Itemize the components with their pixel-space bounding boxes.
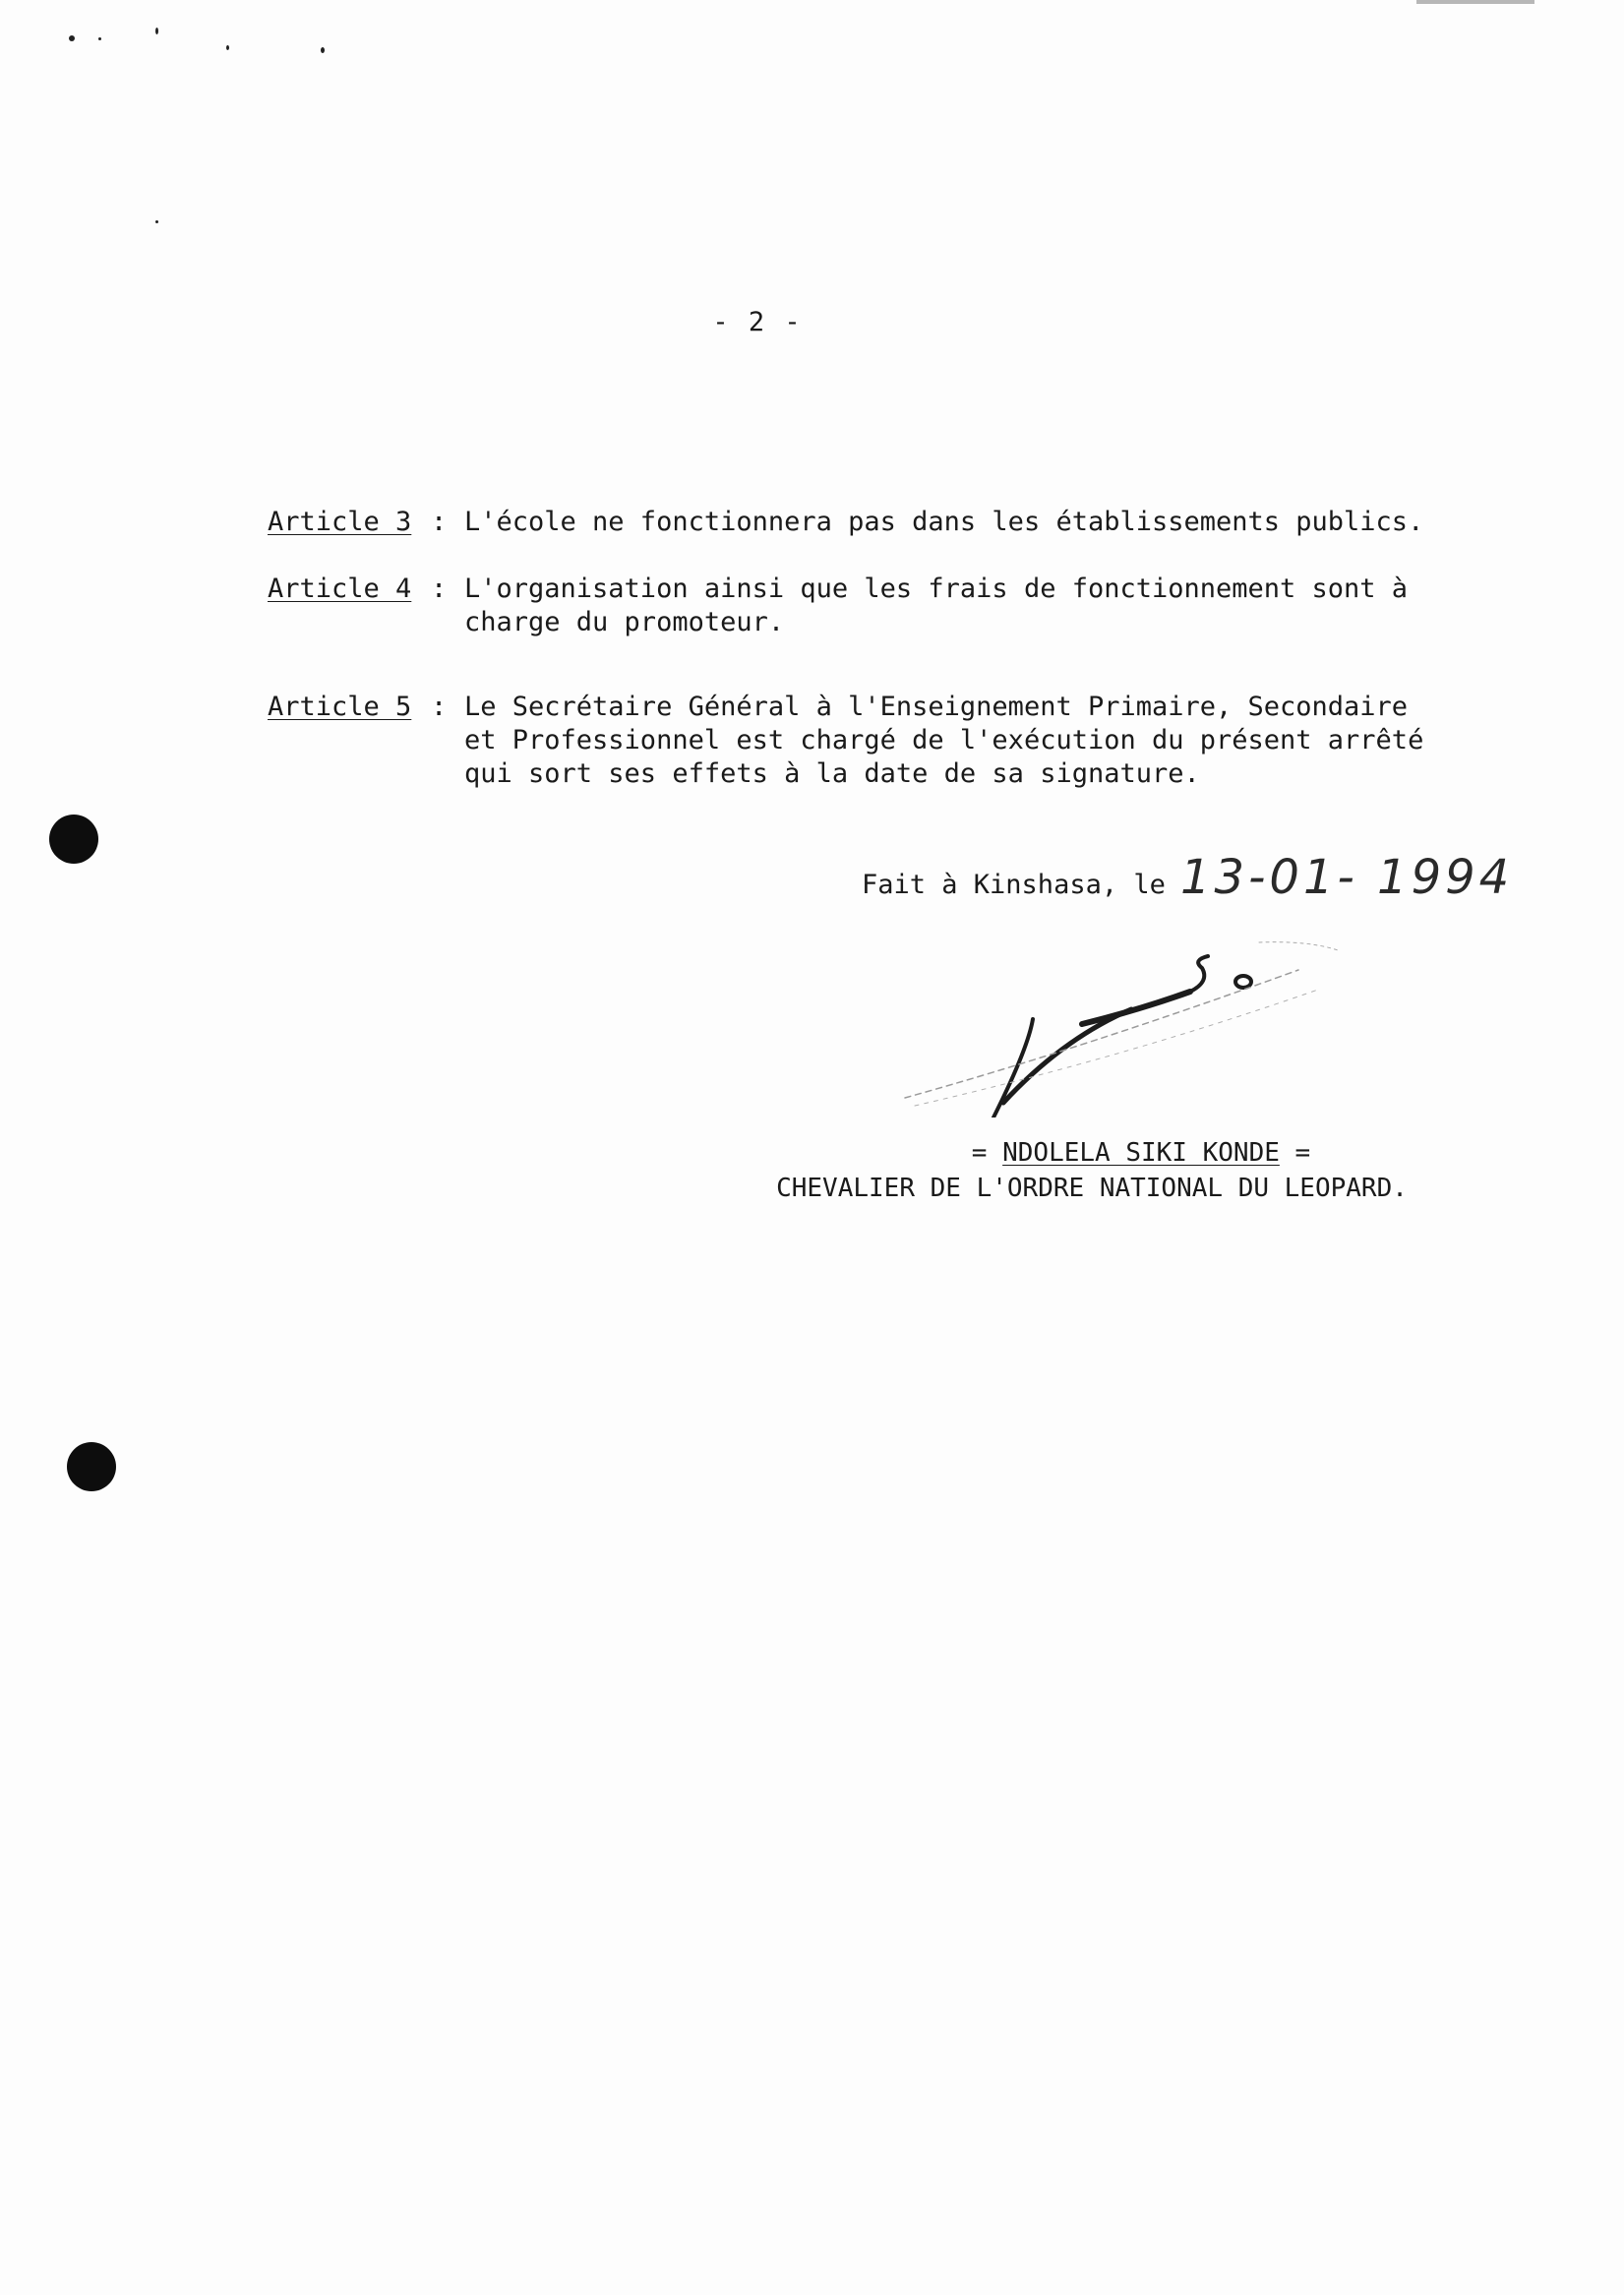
name-suffix: = <box>1294 1138 1311 1168</box>
page-number: - 2 - <box>712 307 803 337</box>
article-body <box>464 506 1458 539</box>
scan-speck <box>226 45 229 50</box>
signature-image <box>885 931 1357 1117</box>
place-date-prefix: Fait à Kinshasa, le <box>862 870 1166 900</box>
scan-speck <box>155 28 158 34</box>
article-line: L'école ne fonctionnera pas dans les établissements publics. <box>464 507 1424 537</box>
article-label: Article 3 <box>268 507 412 537</box>
signatory-name: NDOLELA SIKI KONDE <box>1002 1138 1280 1168</box>
scan-edge-mark <box>1416 0 1534 4</box>
signatory-name-line <box>748 1135 1436 1171</box>
article-separator: : <box>431 507 448 537</box>
signatory-title: CHEVALIER DE L'ORDRE NATIONAL DU LEOPARD. <box>776 1174 1408 1203</box>
article-label: Article 5 <box>268 692 412 722</box>
scan-speck <box>69 35 75 41</box>
scan-speck <box>155 220 158 223</box>
scan-speck <box>98 37 101 40</box>
article-line: L'organisation ainsi que les frais de fonctionnement sont à <box>464 574 1409 604</box>
article-body <box>464 573 1458 639</box>
name-prefix: = <box>971 1138 988 1168</box>
article-label: Article 4 <box>268 574 412 604</box>
article-line: qui sort ses effets à la date de sa signature. <box>464 758 1200 789</box>
punch-hole <box>49 815 98 864</box>
signatory-block <box>748 1135 1436 1206</box>
scan-speck <box>321 47 325 53</box>
punch-hole <box>67 1442 116 1491</box>
article-separator: : <box>431 574 448 604</box>
article-separator: : <box>431 692 448 722</box>
article-line: et Professionnel est chargé de l'exécution du présent arrêté <box>464 725 1424 755</box>
article-line: Le Secrétaire Général à l'Enseignement Primaire, Secondaire <box>464 692 1409 722</box>
article-line: charge du promoteur. <box>464 607 785 637</box>
article-body <box>464 691 1458 791</box>
handwritten-date: 13-01- 1994 <box>1180 850 1514 905</box>
